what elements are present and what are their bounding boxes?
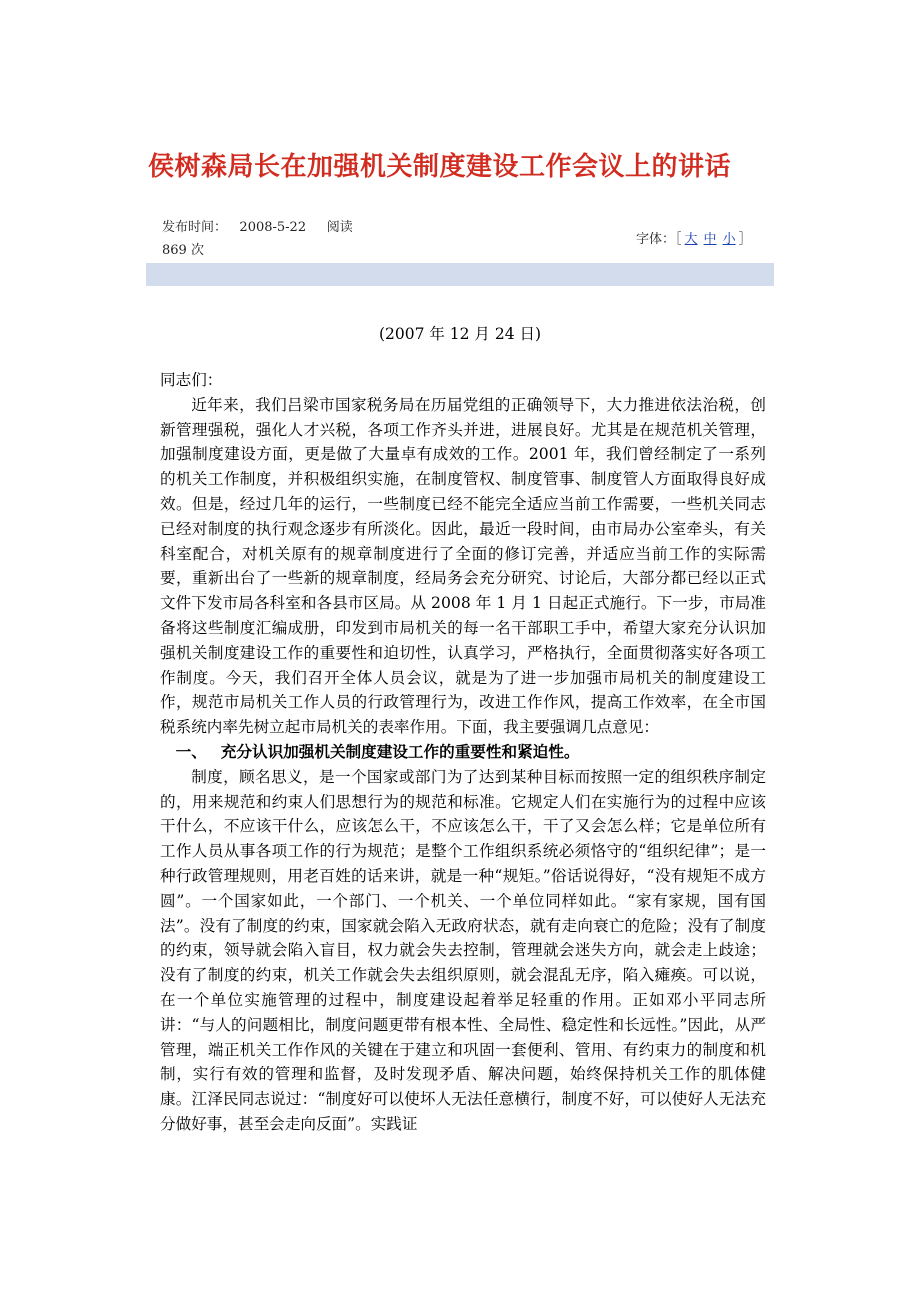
font-large-link[interactable]: 大 bbox=[684, 232, 698, 247]
salutation: 同志们： bbox=[160, 371, 223, 389]
publish-label: 发布时间： bbox=[162, 220, 228, 235]
publish-info bbox=[162, 216, 362, 262]
bracket-open: ［ bbox=[675, 232, 682, 247]
speech-date: (2007 年 12 月 24 日) bbox=[378, 325, 542, 343]
paragraph: 近年来，我们吕梁市国家税务局在历届党组的正确领导下，大力推进依法治税，创新管理强税，强化人才兴税，各项工作齐头并进，进展良好。尤其是在规范机关管理，加强制度建设方面，更是做了大量卓有成效的工作。2001 年，我们曾经制定了一系列的机关工作制度，并积极组织实施，在制度管权、制度管事、制度管人方面取得良好成效。但是，经过几年的运行，一些制度已经不能完全适应当前工作需要，一些机关同志已经对制度的执行观念逐步有所淡化。因此，最近一段时间，由市局办公室牵头，有关科室配合，对机关原有的规章制度进行了全面的修订完善，并适应当前工作的实际需要，重新出台了一些新的规章制度，经局务会充分研究、讨论后，大部分都已经以正式文件下发市局各科室和各县市区局。从 2008 年 1 月 1 日起正式施行。下一步，市局准备将这些制度汇编成册，印发到市局机关的每一名干部职工手中，希望大家充分认识加强机关制度建设工作的重要性和迫切性，认真学习，严格执行，全面贯彻落实好各项工作制度。今天，我们召开全体人员会议，就是为了进一步加强市局机关的制度建设工作，规范市局机关工作人员的行政管理行为，改进工作作风，提高工作效率，在全市国税系统内率先树立起市局机关的表率作用。下面，我主要强调几点意见： bbox=[160, 395, 766, 737]
read-label: 阅读 bbox=[326, 220, 353, 235]
font-size-selector bbox=[636, 228, 752, 247]
font-small-link[interactable]: 小 bbox=[722, 232, 736, 247]
section-title: 充分认识加强机关制度建设工作的重要性和紧迫性。 bbox=[220, 742, 580, 761]
header-divider-bar bbox=[146, 263, 774, 286]
read-count: 869 次 bbox=[162, 243, 204, 258]
section-number: 一、 bbox=[175, 742, 207, 761]
font-medium-link[interactable]: 中 bbox=[703, 232, 717, 247]
article-title: 侯树森局长在加强机关制度建设工作会议上的讲话 bbox=[148, 152, 732, 182]
section-heading bbox=[160, 740, 766, 765]
bracket-close: ］ bbox=[738, 232, 752, 247]
paragraph: 制度，顾名思义，是一个国家或部门为了达到某种目标而按照一定的组织秩序制定的，用来规范和约束人们思想行为的规范和标准。它规定人们在实施行为的过程中应该干什么，不应该干什么，应该怎么干，不应该怎么干，干了又会怎么样；它是单位所有工作人员从事各项工作的行为规范；是整个工作组织系统必须恪守的“组织纪律”；是一种行政管理规则，用老百姓的话来讲，就是一种“规矩。”俗话说得好，“没有规矩不成方圆”。一个国家如此，一个部门、一个机关、一个单位同样如此。“家有家规，国有国法”。没有了制度的约束，国家就会陷入无政府状态，就有走向衰亡的危险；没有了制度的约束，领导就会陷入盲目，权力就会失去控制，管理就会迷失方向，就会走上歧途；没有了制度的约束，机关工作就会失去组织原则，就会混乱无序，陷入瘫痪。可以说，在一个单位实施管理的过程中，制度建设起着举足轻重的作用。正如邓小平同志所讲：“与人的问题相比，制度问题更带有根本性、全局性、稳定性和长远性。”因此，从严管理，端正机关工作作风的关键在于建立和巩固一套便利、管用、有约束力的制度和机制，实行有效的管理和监督，及时发现矛盾、解决问题，始终保持机关工作的肌体健康。江泽民同志说过：“制度好可以使坏人无法任意横行，制度不好，可以使好人无法充分做好事，甚至会走向反面”。实践证 bbox=[160, 767, 766, 1133]
publish-date: 2008-5-22 bbox=[239, 220, 307, 235]
article-body bbox=[160, 368, 766, 1137]
font-size-label: 字体： bbox=[636, 232, 676, 247]
